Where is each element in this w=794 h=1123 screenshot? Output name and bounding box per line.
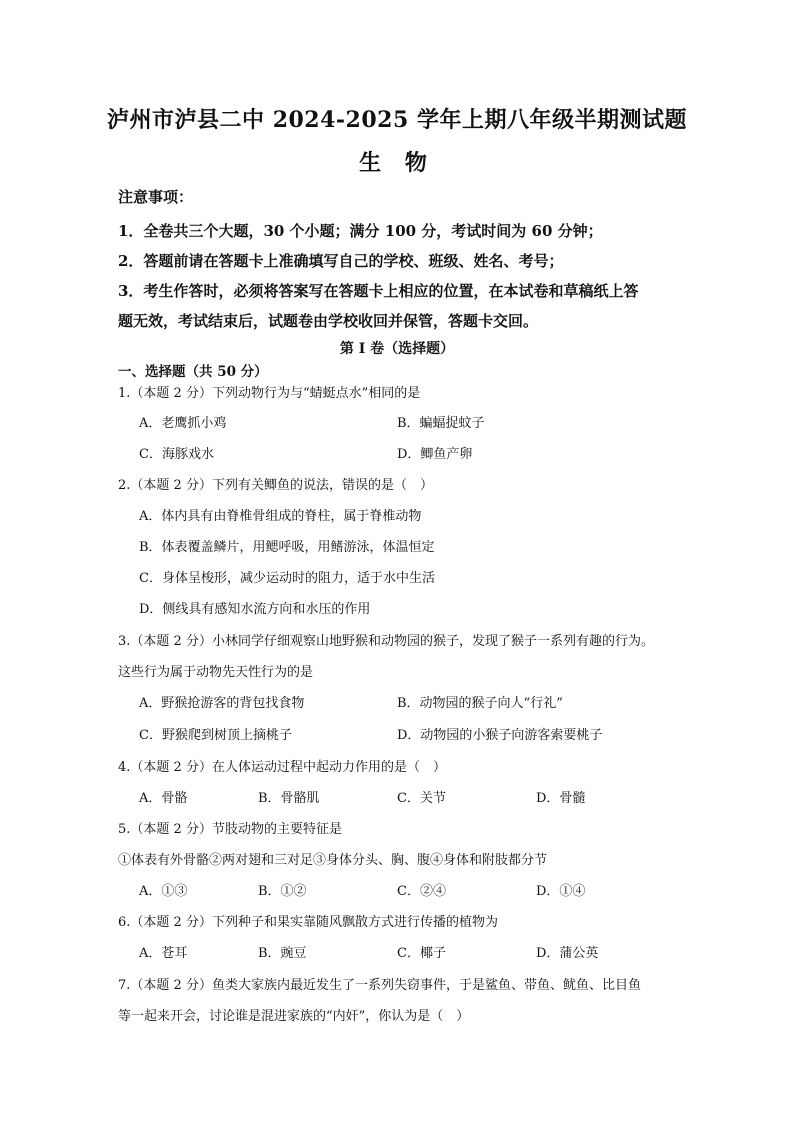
- question-3-option-d: D．动物园的小猴子向游客索要桃子: [397, 728, 603, 743]
- question-4-option-c: C．关节: [397, 791, 446, 806]
- question-4-option-a: A．骨骼: [139, 791, 188, 806]
- notice-item-2: 2．答题前请在答题卡上准确填写自己的学校、班级、姓名、考号；: [118, 252, 564, 270]
- question-5-option-b: B．①②: [258, 884, 307, 899]
- question-2-option-d: D．侧线具有感知水流方向和水压的作用: [139, 602, 371, 617]
- question-4-option-b: B．骨骼肌: [258, 791, 320, 806]
- notice-heading: 注意事项：: [118, 188, 194, 206]
- exam-title: 泸州市泸县二中 2024-2025 学年上期八年级半期测试题: [107, 107, 687, 133]
- question-5-option-c: C．②④: [397, 884, 446, 899]
- question-3-option-a: A．野猴抢游客的背包找食物: [139, 696, 305, 711]
- question-1-option-d: D．鲫鱼产卵: [397, 447, 473, 462]
- question-2-option-a: A．体内具有由脊椎骨组成的脊柱，属于脊椎动物: [139, 509, 422, 524]
- question-6-option-d: D．蒲公英: [536, 946, 599, 961]
- question-6-option-a: A．苍耳: [139, 946, 188, 961]
- question-4-stem: 4.（本题 2 分）在人体运动过程中起动力作用的是（ ）: [118, 760, 446, 775]
- question-4-option-d: D．骨髓: [536, 791, 586, 806]
- question-5-option-d: D．①④: [536, 884, 586, 899]
- question-5-stem: 5.（本题 2 分）节肢动物的主要特征是: [118, 822, 342, 837]
- question-1-option-a: A．老鹰抓小鸡: [139, 416, 227, 431]
- exam-subject: 生 物: [359, 150, 435, 176]
- question-2-option-c: C．身体呈梭形，减少运动时的阻力，适于水中生活: [139, 571, 435, 586]
- question-1-option-b: B．蝙蝠捉蚊子: [397, 416, 485, 431]
- question-7-stem-cont: 等一起来开会，讨论谁是混进家族的“内奸”，你认为是（ ）: [118, 1009, 470, 1024]
- question-5-option-a: A．①③: [139, 884, 188, 899]
- question-5-statements: ①体表有外骨骼②两对翅和三对足③身体分头、胸、腹④身体和附肢都分节: [118, 853, 548, 868]
- notice-item-3-cont: 题无效，考试结束后，试题卷由学校收回并保管，答题卡交回。: [118, 312, 539, 330]
- question-3-stem-cont: 这些行为属于动物先天性行为的是: [118, 665, 314, 680]
- question-7-stem: 7.（本题 2 分）鱼类大家族内最近发生了一系列失窃事件，于是鲨鱼、带鱼、鱿鱼、比目鱼: [118, 978, 641, 993]
- part-title: 第 I 卷（选择题）: [339, 341, 455, 357]
- question-6-option-c: C．椰子: [397, 946, 446, 961]
- question-1-option-c: C．海豚戏水: [139, 447, 214, 462]
- question-6-option-b: B．豌豆: [258, 946, 307, 961]
- question-2-stem: 2.（本题 2 分）下列有关鲫鱼的说法，错误的是（ ）: [118, 478, 433, 493]
- question-3-option-c: C．野猴爬到树顶上摘桃子: [139, 728, 292, 743]
- notice-item-1: 1．全卷共三个大题，30 个小题；满分 100 分，考试时间为 60 分钟；: [118, 222, 603, 240]
- notice-item-3: 3．考生作答时，必须将答案写在答题卡上相应的位置，在本试卷和草稿纸上答: [118, 282, 639, 300]
- question-6-stem: 6.（本题 2 分）下列种子和果实靠随风飘散方式进行传播的植物为: [118, 915, 498, 930]
- question-3-option-b: B．动物园的猴子向人“行礼”: [397, 696, 563, 711]
- question-2-option-b: B．体表覆盖鳞片，用鳃呼吸，用鳍游泳，体温恒定: [139, 540, 435, 555]
- question-1-stem: 1.（本题 2 分）下列动物行为与“蜻蜓点水”相同的是: [118, 386, 421, 401]
- question-3-stem: 3.（本题 2 分）小林同学仔细观察山地野猴和动物园的猴子，发现了猴子一系列有趣的行为。: [118, 634, 654, 649]
- section-title: 一、选择题（共 50 分）: [118, 364, 268, 380]
